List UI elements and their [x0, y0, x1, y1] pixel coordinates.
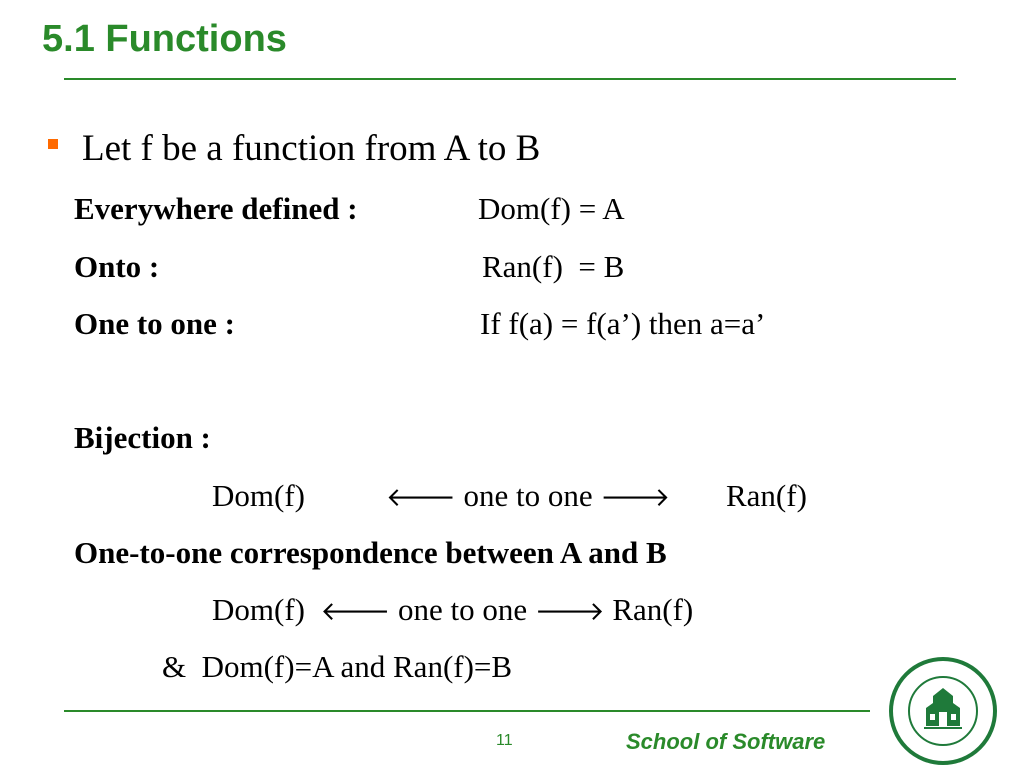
- definition-value-everywhere: Dom(f) = A: [478, 191, 625, 226]
- correspondence-condition: & Dom(f)=A and Ran(f)=B: [162, 649, 513, 684]
- definition-value-onto: Ran(f) = B: [482, 249, 625, 284]
- bullet-square-icon: [48, 139, 58, 149]
- definition-term-one-to-one: One to one :: [74, 306, 236, 341]
- title-divider: [64, 78, 956, 80]
- correspondence-middle-label: one to one: [397, 592, 528, 627]
- footer-divider: [64, 710, 870, 712]
- correspondence-range: Ran(f): [612, 592, 694, 627]
- arrow-right-icon: 🡒: [534, 597, 605, 627]
- arrow-left-icon: 🡐: [320, 597, 391, 627]
- bijection-range: Ran(f): [726, 478, 807, 513]
- definition-value-one-to-one: If f(a) = f(a’) then a=a’: [480, 306, 766, 341]
- bijection-middle: [386, 480, 670, 511]
- definition-term-onto: Onto :: [74, 249, 160, 284]
- bijection-middle-label: one to one: [463, 478, 593, 513]
- bijection-heading: Bijection :: [74, 420, 211, 455]
- correspondence-heading: One-to-one correspondence between A and B: [74, 535, 667, 570]
- footer-school-name: School of Software: [626, 729, 826, 754]
- page-number: 11: [496, 732, 513, 749]
- arrow-right-icon: 🡒: [600, 483, 671, 513]
- bijection-domain: Dom(f): [212, 478, 305, 513]
- arrow-left-icon: 🡐: [386, 483, 456, 513]
- definition-term-everywhere: Everywhere defined :: [74, 191, 358, 226]
- correspondence-row: [212, 594, 693, 625]
- slide-title: 5.1 Functions: [42, 18, 287, 60]
- correspondence-domain: Dom(f): [212, 592, 305, 627]
- bullet-text: Let f be a function from A to B: [82, 128, 541, 169]
- university-seal-icon: [888, 656, 998, 766]
